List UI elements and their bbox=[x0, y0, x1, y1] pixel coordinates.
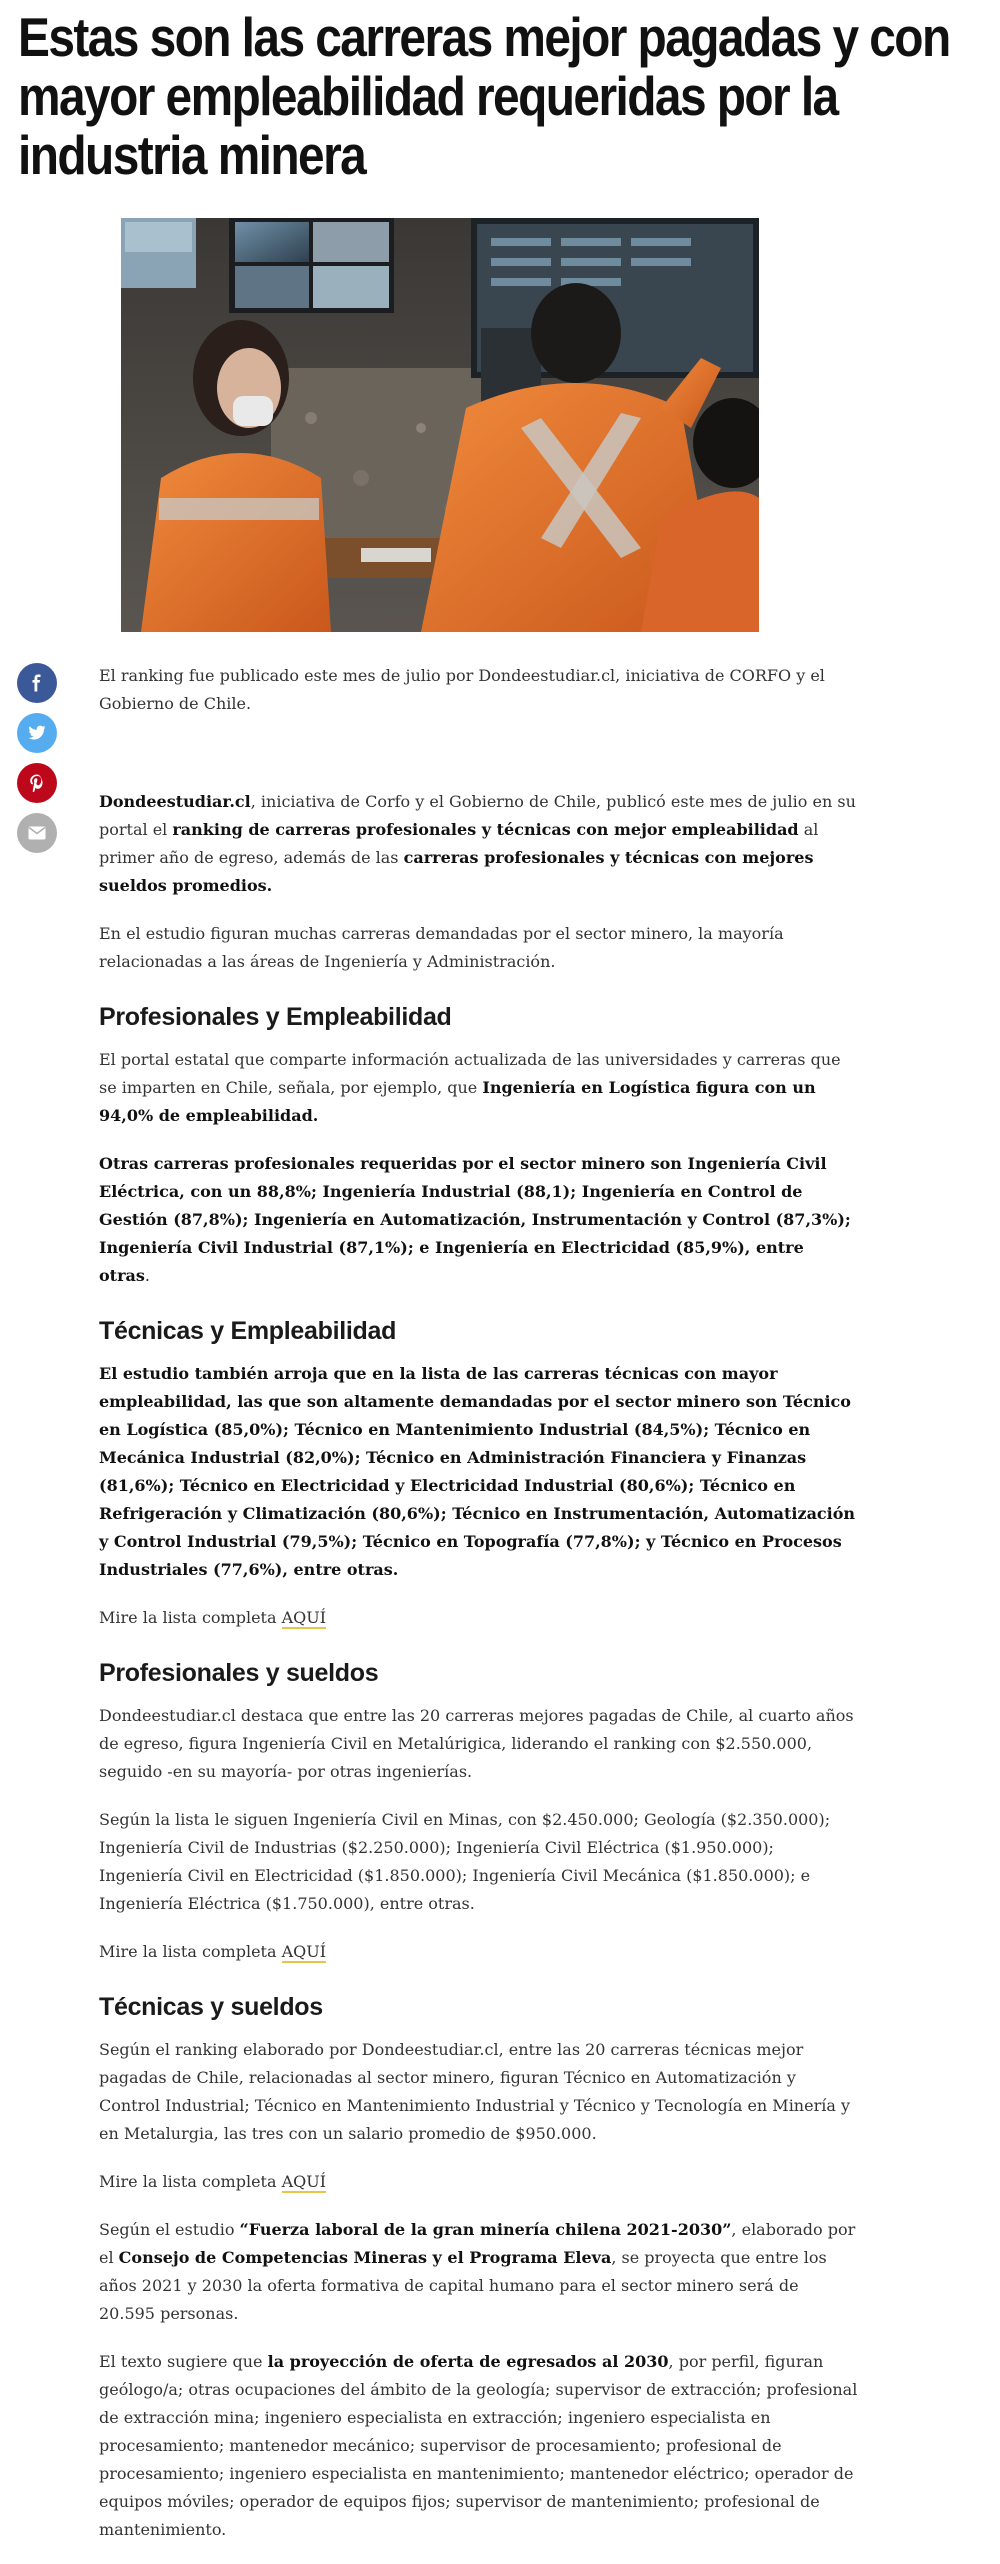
article-title: Estas son las carreras mejor pagadas y con mayor empleabilidad requeridas por la industria minera bbox=[18, 6, 950, 186]
facebook-share-button[interactable] bbox=[17, 663, 57, 703]
paragraph: Dondeestudiar.cl destaca que entre las 20 carreras mejores pagadas de Chile, al cuarto años de egreso, figura Ingeniería Civil en Metalúrigica, liderando el ranking con $2.550.000, seguido -en su mayoría- por otras ingenierías. bbox=[99, 1706, 854, 1781]
share-bar bbox=[17, 663, 57, 863]
full-list-link[interactable]: AQUÍ bbox=[281, 1942, 327, 1961]
bold-span: carreras profesionales y técnicas con mejores sueldos promedios. bbox=[99, 848, 814, 895]
hero-photo bbox=[121, 218, 759, 632]
pinterest-share-button[interactable] bbox=[17, 763, 57, 803]
paragraph bbox=[99, 1150, 859, 1290]
paragraph bbox=[99, 1046, 859, 1130]
full-list-link[interactable]: AQUÍ bbox=[281, 1608, 327, 1627]
paragraph bbox=[99, 2216, 859, 2328]
more-paragraph bbox=[99, 2168, 859, 2196]
facebook-icon bbox=[28, 674, 46, 692]
section-heading-tecnicas-sueldos: Técnicas y sueldos bbox=[99, 1993, 323, 2021]
paragraph-intro bbox=[99, 788, 859, 900]
article-body bbox=[99, 662, 859, 2564]
more-paragraph bbox=[99, 1604, 859, 1632]
email-share-button[interactable] bbox=[17, 813, 57, 853]
hero-image bbox=[121, 218, 759, 632]
paragraph: Según el ranking elaborado por Dondeestudiar.cl, entre las 20 carreras técnicas mejor pagadas de Chile, relacionadas al sector minero, figuran Técnico en Automatización y Control Industrial; Técnico en Mantenimiento Industrial y Técnico y Tecnología en Minería y en Metalurgia, las tres con un salario promedio de $950.000. bbox=[99, 2040, 851, 2143]
text-span: . bbox=[144, 1266, 150, 1285]
bold-span: Otras carreras profesionales requeridas por el sector minero son Ingeniería Civil Eléctrica, con un 88,8%; Ingeniería Industrial (88,1); Ingeniería en Control de Gestión (87,8%); Ingeniería en Automatización, Instrumentación y Control (87,3%); Ingeniería Civil Industrial (87,1%); e Ingeniería en Electricidad (85,9%), entre otras bbox=[99, 1154, 851, 1285]
bold-span: la proyección de oferta de egresados al 2030 bbox=[267, 2352, 669, 2371]
source-link-text: Dondeestudiar.cl bbox=[99, 792, 251, 811]
text-span: al primer año de egreso, además de las bbox=[99, 820, 819, 867]
text-span: Mire la lista completa bbox=[99, 1942, 282, 1961]
section-heading-profesionales-sueldos: Profesionales y sueldos bbox=[99, 1659, 379, 1687]
bold-span: ranking de carreras profesionales y técnicas con mejor empleabilidad bbox=[172, 820, 799, 839]
text-span: , iniciativa de Corfo y el Gobierno de Chile, publicó este mes de julio en su portal el bbox=[99, 792, 856, 839]
article-lead: El ranking fue publicado este mes de julio por Dondeestudiar.cl, iniciativa de CORFO y el Gobierno de Chile. bbox=[99, 666, 825, 713]
bold-span: Ingeniería en Logística figura con un 94,0% de empleabilidad. bbox=[99, 1078, 816, 1125]
twitter-share-button[interactable] bbox=[17, 713, 57, 753]
bold-span: El estudio también arroja que en la lista de las carreras técnicas con mayor empleabilidad, las que son altamente demandadas por el sector minero son Técnico en Logística (85,0%); Técnico en Mantenimiento Industrial (84,5%); Técnico en Mecánica Industrial (82,0%); Técnico en Administración Financiera y Finanzas (81,6%); Técnico en Electricidad y Electricidad Industrial (80,6%); Técnico en Refrigeración y Climatización (80,6%); Técnico en Instrumentación, Automatización y Control Industrial (79,5%); Técnico en Topografía (77,8%); y Técnico en Procesos Industriales (77,6%), entre otras. bbox=[99, 1364, 856, 1579]
paragraph-context: En el estudio figuran muchas carreras demandadas por el sector minero, la mayoría relacionadas a las áreas de Ingeniería y Administración. bbox=[99, 924, 784, 971]
email-icon bbox=[28, 826, 46, 840]
paragraph: Según la lista le siguen Ingeniería Civil en Minas, con $2.450.000; Geología ($2.350.000); Ingeniería Civil de Industrias ($2.250.000); Ingeniería Civil Eléctrica ($1.950.000); Ingeniería Civil en Electricidad ($1.850.000); Ingeniería Civil Mecánica ($1.850.000); e Ingeniería Eléctrica ($1.750.000), entre otras. bbox=[99, 1810, 831, 1913]
pinterest-icon bbox=[29, 774, 45, 792]
bold-span: “Fuerza laboral de la gran minería chilena 2021-2030” bbox=[239, 2220, 732, 2239]
bold-span: Consejo de Competencias Mineras y el Programa Eleva bbox=[118, 2248, 612, 2267]
text-span: El texto sugiere que bbox=[99, 2352, 268, 2371]
text-span: Mire la lista completa bbox=[99, 2172, 282, 2191]
paragraph bbox=[99, 1360, 859, 1584]
text-span: , por perfil, figuran geólogo/a; otras ocupaciones del ámbito de la geología; supervisor de extracción; profesional de extracción mina; ingeniero especialista en extracción; ingeniero especialista en procesamiento; mantenedor mecánico; supervisor de procesamiento; profesional de procesamiento; ingeniero especialista en mantenimiento; mantenedor eléctrico; operador de equipos móviles; operador de equipos fijos; supervisor de mantenimiento; profesional de mantenimiento. bbox=[99, 2352, 858, 2539]
text-span: Mire la lista completa bbox=[99, 1608, 282, 1627]
text-span: , elaborado por el bbox=[99, 2220, 856, 2267]
more-paragraph bbox=[99, 1938, 859, 1966]
section-heading-tecnicas-empleabilidad: Técnicas y Empleabilidad bbox=[99, 1317, 397, 1345]
text-span: , se proyecta que entre los años 2021 y 2030 la oferta formativa de capital humano para el sector minero será de 20.595 personas. bbox=[99, 2248, 827, 2323]
twitter-icon bbox=[28, 725, 46, 741]
text-span: Según el estudio bbox=[99, 2220, 240, 2239]
section-heading-profesionales-empleabilidad: Profesionales y Empleabilidad bbox=[99, 1003, 452, 1031]
text-span: El portal estatal que comparte información actualizada de las universidades y carreras que se imparten en Chile, señala, por ejemplo, que bbox=[99, 1050, 841, 1097]
full-list-link[interactable]: AQUÍ bbox=[281, 2172, 327, 2191]
